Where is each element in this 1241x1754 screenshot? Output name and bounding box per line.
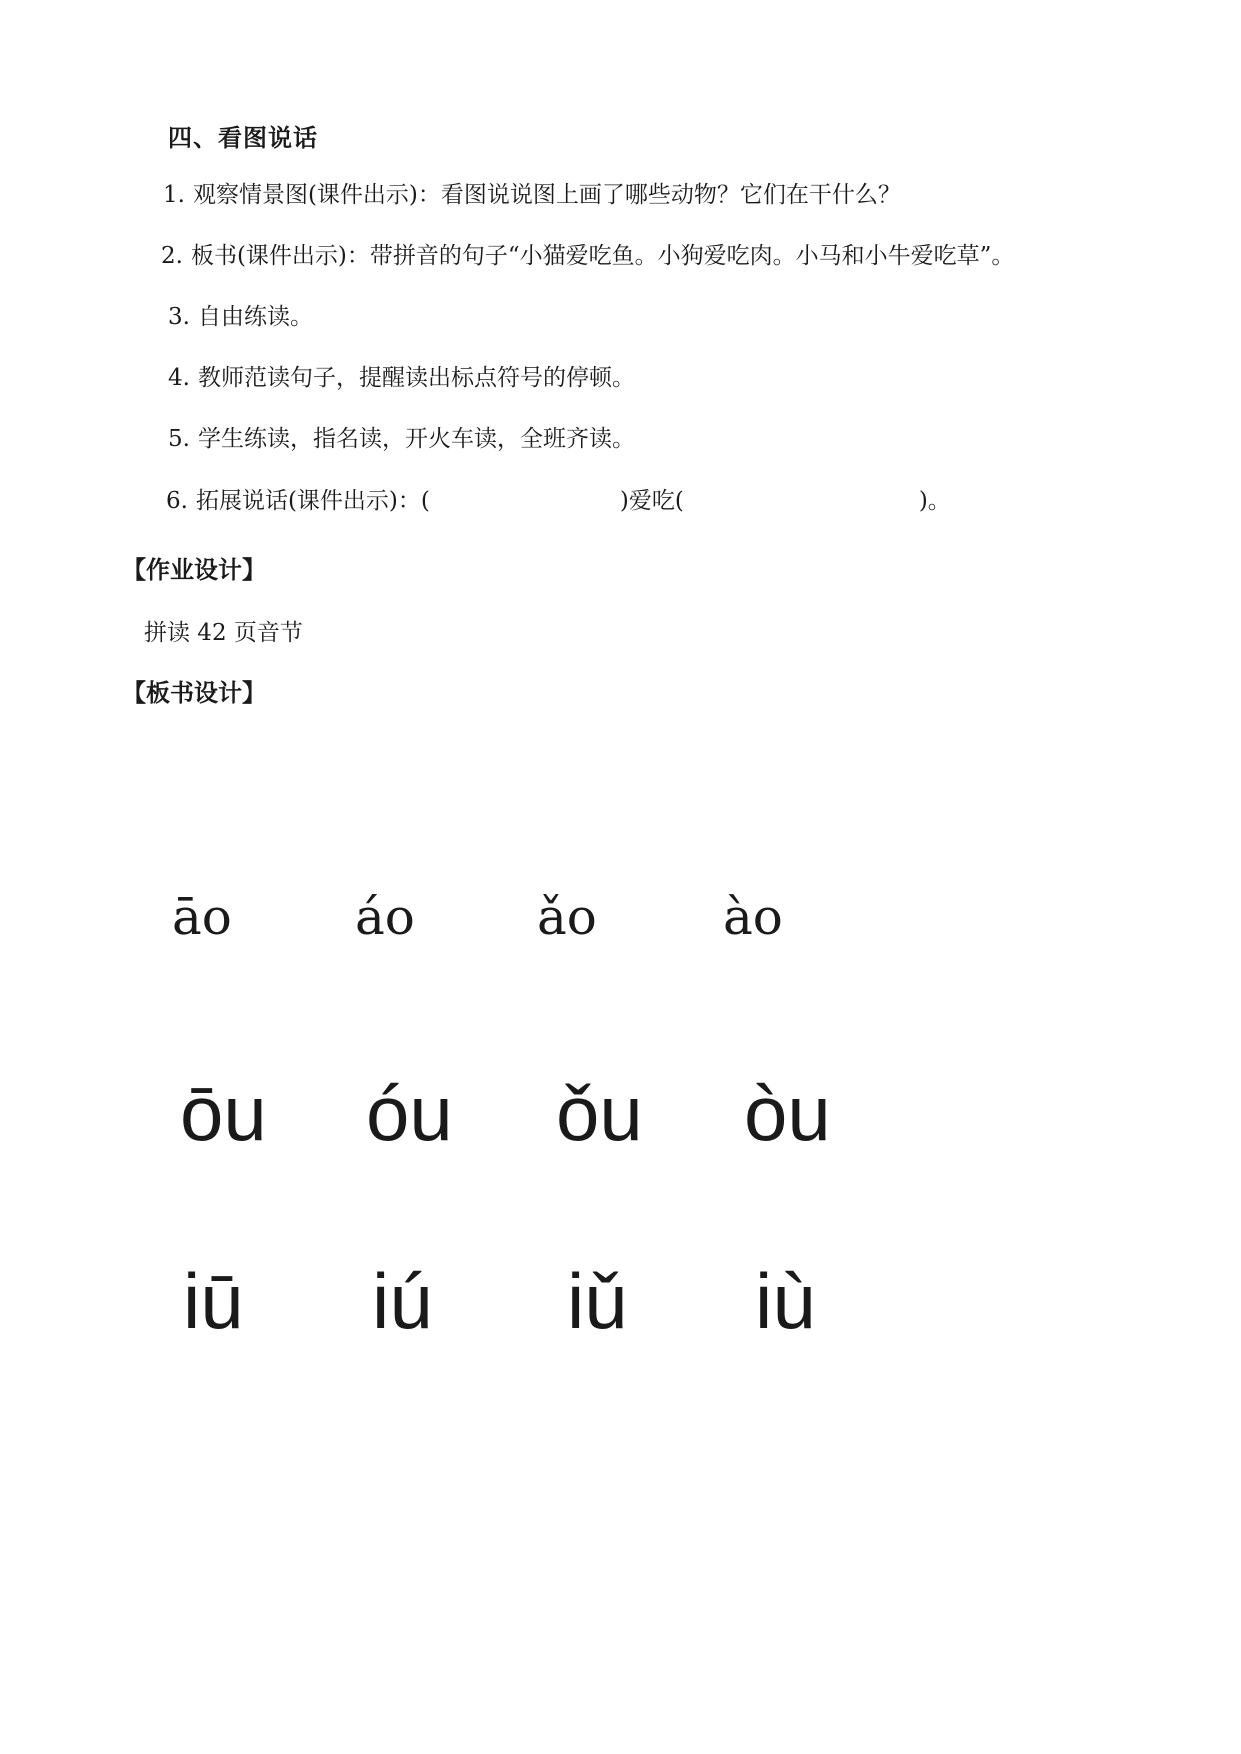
step-3 bbox=[168, 302, 313, 332]
step-text-start: 拓展说话(课件出示)：( bbox=[195, 488, 430, 514]
step-text-end: )。 bbox=[918, 488, 951, 514]
step-number: 1. bbox=[163, 182, 185, 208]
pinyin-syllable: ǎo bbox=[537, 888, 597, 946]
homework-text: 拼读 42 页音节 bbox=[144, 620, 303, 646]
step-text-middle: )爱吃( bbox=[619, 488, 684, 514]
pinyin-syllable: óu bbox=[366, 1069, 453, 1157]
pinyin-syllable: iú bbox=[372, 1257, 433, 1345]
pinyin-syllable: ōu bbox=[180, 1069, 267, 1157]
section-title: 四、看图说话 bbox=[168, 124, 318, 152]
pinyin-syllable: iū bbox=[183, 1257, 244, 1345]
step-number: 6. bbox=[166, 488, 188, 514]
step-text: 观察情景图(课件出示)：看图说说图上画了哪些动物？它们在干什么？ bbox=[192, 182, 901, 208]
homework-title: 【作业设计】 bbox=[122, 556, 266, 584]
step-text: 板书(课件出示)：带拼音的句子“小猫爱吃鱼。小狗爱吃肉。小马和小牛爱吃草”。 bbox=[190, 243, 1015, 269]
step-2 bbox=[161, 241, 1014, 271]
step-number: 2. bbox=[161, 243, 183, 269]
step-5 bbox=[168, 424, 635, 454]
step-text: 自由练读。 bbox=[197, 304, 313, 330]
step-number: 5. bbox=[168, 426, 190, 452]
step-text: 学生练读，指名读，开火车读，全班齐读。 bbox=[197, 426, 635, 452]
pinyin-syllable: ǒu bbox=[556, 1069, 643, 1157]
step-number: 3. bbox=[168, 304, 190, 330]
step-text: 教师范读句子，提醒读出标点符号的停顿。 bbox=[197, 365, 635, 391]
board-title: 【板书设计】 bbox=[122, 679, 266, 707]
pinyin-syllable: iù bbox=[755, 1257, 816, 1345]
pinyin-syllable: iǔ bbox=[567, 1257, 628, 1345]
pinyin-syllable: ào bbox=[723, 888, 783, 946]
step-1 bbox=[163, 180, 901, 210]
pinyin-syllable: āo bbox=[172, 888, 232, 946]
pinyin-syllable: áo bbox=[355, 888, 415, 946]
step-6 bbox=[166, 486, 951, 516]
step-4 bbox=[168, 363, 635, 393]
step-number: 4. bbox=[168, 365, 190, 391]
pinyin-syllable: òu bbox=[744, 1069, 831, 1157]
